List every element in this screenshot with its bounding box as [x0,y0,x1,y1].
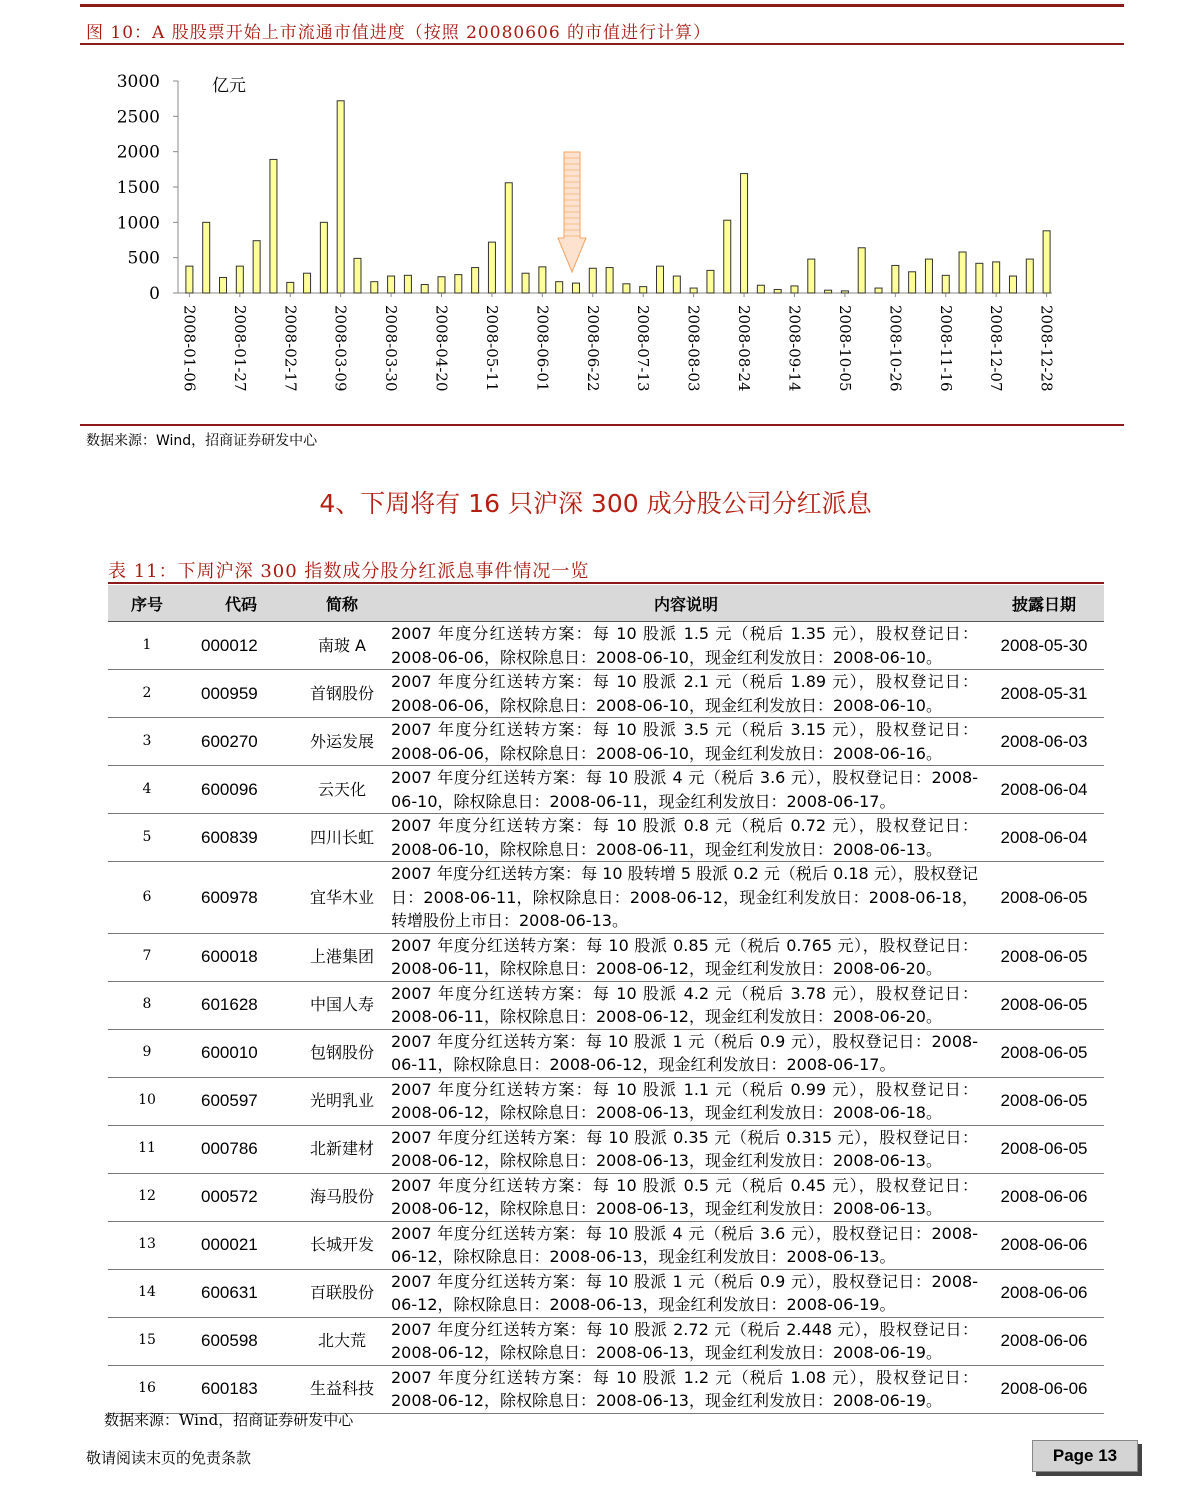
bar [1026,259,1033,293]
bar [236,266,243,293]
x-tick-label: 2008-12-07 [987,305,1006,392]
bar [572,283,579,293]
bar [657,266,664,293]
row-code: 600183 [186,1365,296,1413]
table-source: 数据来源：Wind，招商证券研发中心 [104,1411,354,1429]
bar [186,266,193,293]
bar [354,258,361,293]
row-name: 光明乳业 [296,1077,388,1125]
y-tick-label: 2000 [116,142,160,163]
x-tick-label: 2008-12-28 [1037,305,1056,392]
row-date: 2008-06-05 [984,1029,1104,1077]
row-seq: 10 [108,1077,186,1125]
bar [690,288,697,293]
row-seq: 2 [108,670,186,718]
bar [825,290,832,293]
bar [287,282,294,293]
row-seq: 16 [108,1365,186,1413]
table-row [108,981,1104,1029]
bar [253,241,260,293]
bar [623,284,630,293]
row-date: 2008-06-06 [984,1173,1104,1221]
table-caption: 表 11：下周沪深 300 指数成分股分红派息事件情况一览 [108,561,590,582]
bar [925,259,932,293]
bar [909,272,916,293]
row-date: 2008-06-06 [984,1365,1104,1413]
bar [270,159,277,293]
x-tick-label: 2008-07-13 [634,305,653,392]
table-row [108,622,1104,670]
bar [220,277,227,293]
bar [505,183,512,293]
footer-disclaimer: 敬请阅读末页的免责条款 [86,1449,252,1467]
row-code: 600839 [186,814,296,862]
row-name: 海马股份 [296,1173,388,1221]
row-seq: 5 [108,814,186,862]
row-name: 长城开发 [296,1221,388,1269]
row-date: 2008-06-06 [984,1221,1104,1269]
bar [203,222,210,293]
row-name: 生益科技 [296,1365,388,1413]
row-date: 2008-06-05 [984,1077,1104,1125]
table-row [108,1029,1104,1077]
x-tick-label: 2008-01-27 [230,305,249,392]
row-code: 000572 [186,1173,296,1221]
bar [421,285,428,293]
x-tick-label: 2008-01-06 [180,305,199,392]
bar [774,289,781,293]
table-header-row [108,585,1104,622]
row-seq: 7 [108,933,186,981]
bar [371,282,378,293]
bar [841,291,848,293]
row-desc: 2007 年度分红送转方案：每 10 股派 0.35 元（税后 0.315 元），股权登记日：2008-06-12，除权除息日：2008-06-13，现金红利发放日：2008-06-13。 [388,1125,984,1173]
x-tick-label: 2008-09-14 [785,305,804,392]
y-tick-label: 1500 [116,178,160,198]
row-date: 2008-06-05 [984,862,1104,934]
row-date: 2008-05-30 [984,622,1104,670]
bar [556,282,563,293]
row-seq: 13 [108,1221,186,1269]
row-desc: 2007 年度分红送转方案：每 10 股派 0.5 元（税后 0.45 元），股权登记日：2008-06-12，除权除息日：2008-06-13，现金红利发放日：2008-06-13。 [388,1173,984,1221]
row-name: 宜华木业 [296,862,388,934]
row-seq: 9 [108,1029,186,1077]
table-row [108,862,1104,934]
table-body [108,622,1104,1414]
row-desc: 2007 年度分红送转方案：每 10 股派 1.1 元（税后 0.99 元），股权登记日：2008-06-12，除权除息日：2008-06-13，现金红利发放日：2008-06-18。 [388,1077,984,1125]
table-row [108,766,1104,814]
x-tick-label: 2008-06-22 [583,305,602,392]
table-row [108,718,1104,766]
table-row [108,1365,1104,1413]
x-tick-label: 2008-10-05 [835,305,854,392]
row-name: 外运发展 [296,718,388,766]
y-tick-label: 2500 [116,107,160,128]
row-desc: 2007 年度分红送转方案：每 10 股派 4 元（税后 3.6 元），股权登记日：2008-06-12，除权除息日：2008-06-13，现金红利发放日：2008-06-13。 [388,1221,984,1269]
header-desc: 内容说明 [388,585,984,622]
table-row [108,1173,1104,1221]
bar [455,275,462,293]
row-name: 中国人寿 [296,981,388,1029]
row-desc: 2007 年度分红送转方案：每 10 股派 0.8 元（税后 0.72 元），股权登记日：2008-06-10，除权除息日：2008-06-11，现金红利发放日：2008-06-13。 [388,814,984,862]
page-number: Page 13 [1032,1440,1138,1472]
row-desc: 2007 年度分红送转方案：每 10 股派 1 元（税后 0.9 元），股权登记日：2008-06-11，除权除息日：2008-06-12，现金红利发放日：2008-06-17。 [388,1029,984,1077]
row-name: 北大荒 [296,1317,388,1365]
bar [875,288,882,293]
row-name: 上港集团 [296,933,388,981]
row-date: 2008-06-06 [984,1269,1104,1317]
row-seq: 14 [108,1269,186,1317]
x-tick-label: 2008-03-09 [331,305,350,392]
x-tick-label: 2008-06-01 [533,305,552,392]
top-rule [80,4,1124,7]
bar [741,174,748,293]
bar [858,248,865,293]
row-code: 600978 [186,862,296,934]
bar [304,273,311,293]
row-desc: 2007 年度分红送转方案：每 10 股派 0.85 元（税后 0.765 元），股权登记日：2008-06-11，除权除息日：2008-06-12，现金红利发放日：2008-06-20。 [388,933,984,981]
row-code: 600631 [186,1269,296,1317]
row-desc: 2007 年度分红送转方案：每 10 股派 1 元（税后 0.9 元），股权登记日：2008-06-12，除权除息日：2008-06-13，现金红利发放日：2008-06-19。 [388,1269,984,1317]
row-code: 000959 [186,670,296,718]
dividend-table [108,585,1104,1414]
section-heading: 4、下周将有 16 只沪深 300 成分股公司分红派息 [319,489,872,518]
bar [640,287,647,293]
bar [320,222,327,293]
x-tick-label: 2008-10-26 [886,305,905,392]
row-desc: 2007 年度分红送转方案：每 10 股派 3.5 元（税后 3.15 元），股权登记日：2008-06-06，除权除息日：2008-06-10，现金红利发放日：2008-06-16。 [388,718,984,766]
table-row [108,1077,1104,1125]
row-code: 601628 [186,981,296,1029]
header-name: 简称 [296,585,388,622]
row-seq: 3 [108,718,186,766]
row-seq: 12 [108,1173,186,1221]
row-desc: 2007 年度分红送转方案：每 10 股派 4 元（税后 3.6 元），股权登记日：2008-06-10，除权除息日：2008-06-11，现金红利发放日：2008-06-17。 [388,766,984,814]
row-code: 600096 [186,766,296,814]
row-date: 2008-06-05 [984,1125,1104,1173]
bar [707,270,714,293]
bar [942,275,949,293]
row-name: 南玻 A [296,622,388,670]
row-name: 北新建材 [296,1125,388,1173]
x-tick-label: 2008-03-30 [382,305,401,392]
table-row [108,1269,1104,1317]
x-tick-label: 2008-11-16 [936,305,955,392]
row-date: 2008-06-05 [984,981,1104,1029]
row-name: 百联股份 [296,1269,388,1317]
bar [993,262,1000,293]
row-code: 000021 [186,1221,296,1269]
row-code: 600270 [186,718,296,766]
header-seq: 序号 [108,585,186,622]
bar [522,273,529,293]
bar [337,101,344,293]
figure-caption: 图 10：A 股股票开始上市流通市值进度（按照 20080606 的市值进行计算） [86,23,712,43]
y-tick-label: 1000 [116,213,160,234]
bar [808,259,815,293]
row-desc: 2007 年度分红送转方案：每 10 股派 1.2 元（税后 1.08 元），股权登记日：2008-06-12，除权除息日：2008-06-13，现金红利发放日：2008-06-19。 [388,1365,984,1413]
x-tick-label: 2008-08-03 [684,305,703,392]
row-desc: 2007 年度分红送转方案：每 10 股派 1.5 元（税后 1.35 元），股权登记日：2008-06-06，除权除息日：2008-06-10，现金红利发放日：2008-06-10。 [388,622,984,670]
bar [589,268,596,293]
bar [892,265,899,293]
bar [976,263,983,293]
row-code: 000012 [186,622,296,670]
row-code: 600598 [186,1317,296,1365]
row-date: 2008-06-04 [984,814,1104,862]
row-seq: 4 [108,766,186,814]
unit-label: 亿元 [212,76,246,96]
row-seq: 6 [108,862,186,934]
row-desc: 2007 年度分红送转方案：每 10 股派 2.1 元（税后 1.89 元），股权登记日：2008-06-06，除权除息日：2008-06-10，现金红利发放日：2008-06-10。 [388,670,984,718]
row-seq: 11 [108,1125,186,1173]
bar [488,242,495,293]
row-desc: 2007 年度分红送转方案：每 10 股转增 5 股派 0.2 元（税后 0.18 元），股权登记日：2008-06-11，除权除息日：2008-06-12，现金红利发放日：2008-06-18，转增股份上市日：2008-06-13。 [388,862,984,934]
bar-chart [80,50,1080,420]
y-tick-label: 0 [149,284,160,304]
bar [791,286,798,293]
bar [724,220,731,293]
figure-caption-rule [80,43,1124,45]
header-code: 代码 [186,585,296,622]
row-name: 首钢股份 [296,670,388,718]
table-row [108,1125,1104,1173]
bar [388,276,395,293]
row-desc: 2007 年度分红送转方案：每 10 股派 4.2 元（税后 3.78 元），股权登记日：2008-06-11，除权除息日：2008-06-12，现金红利发放日：2008-06-20。 [388,981,984,1029]
bar [1043,231,1050,293]
bar [606,268,613,293]
row-code: 000786 [186,1125,296,1173]
row-date: 2008-06-05 [984,933,1104,981]
row-code: 600597 [186,1077,296,1125]
row-desc: 2007 年度分红送转方案：每 10 股派 2.72 元（税后 2.448 元），股权登记日：2008-06-12，除权除息日：2008-06-13，现金红利发放日：2008-06-19。 [388,1317,984,1365]
row-name: 四川长虹 [296,814,388,862]
y-tick-label: 3000 [116,72,160,92]
bar [1009,276,1016,293]
bar [472,268,479,293]
bar [757,285,764,293]
row-code: 600010 [186,1029,296,1077]
header-date: 披露日期 [984,585,1104,622]
table-row [108,1317,1104,1365]
highlight-arrow [558,152,586,272]
x-tick-label: 2008-04-20 [432,305,451,392]
row-name: 云天化 [296,766,388,814]
row-date: 2008-06-04 [984,766,1104,814]
bar [438,277,445,293]
table-row [108,670,1104,718]
row-date: 2008-06-06 [984,1317,1104,1365]
bar [539,267,546,293]
bar [959,252,966,293]
row-name: 包钢股份 [296,1029,388,1077]
bar [404,275,411,293]
table-row [108,933,1104,981]
x-tick-label: 2008-05-11 [482,305,501,392]
row-date: 2008-06-03 [984,718,1104,766]
row-date: 2008-05-31 [984,670,1104,718]
row-seq: 8 [108,981,186,1029]
x-tick-label: 2008-08-24 [735,305,754,392]
row-code: 600018 [186,933,296,981]
row-seq: 1 [108,622,186,670]
chart-source-rule [80,424,1124,426]
y-tick-label: 500 [127,248,160,269]
x-tick-label: 2008-02-17 [281,305,300,392]
bar [673,276,680,293]
row-seq: 15 [108,1317,186,1365]
table-caption-rule [108,582,1104,584]
table-row [108,1221,1104,1269]
table-row [108,814,1104,862]
chart-source: 数据来源：Wind，招商证券研发中心 [86,433,318,449]
